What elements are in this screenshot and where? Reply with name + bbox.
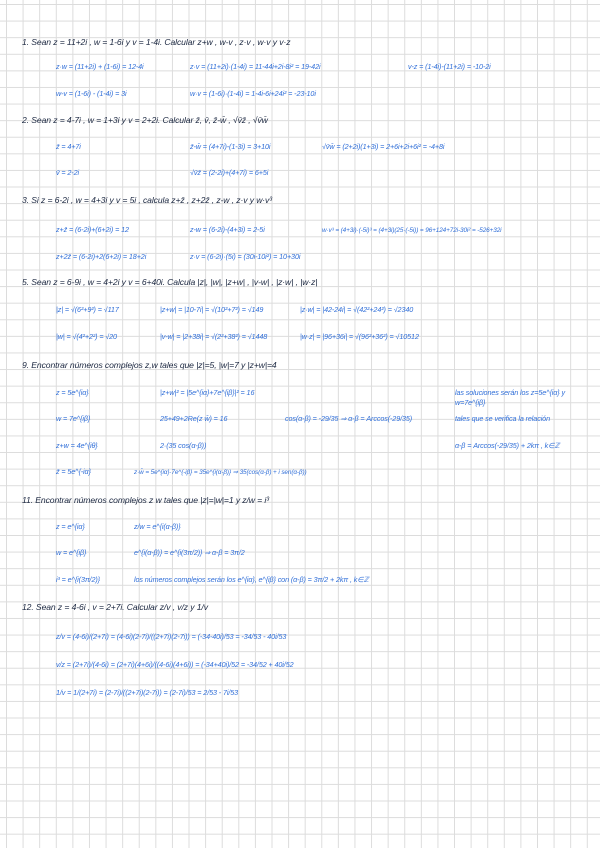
ex5-mod-z-plus-w: |z+w| = |10-7i| = √(10²+7²) = √149	[160, 305, 264, 314]
ex1-product-wv: w·v = (1-6i)·(1-4i) = 1-4i-6i+24i² = -23-10i	[190, 89, 316, 98]
ex9-w-polar: w = 7e^{iβ}	[56, 414, 91, 423]
exercise-3-heading: 3. Si z = 6-2i , w = 4+3i y v = 5i , calcula z+z̄ , z+2z̄ , z-w , z·v y w·v³	[22, 195, 273, 205]
ex3-z-plus-zbar: z+z̄ = (6-2i)+(6+2i) = 12	[56, 225, 129, 234]
ex9-relation-note: tales que se verifica la relación	[455, 414, 550, 423]
ex12-z-over-v: z/v = (4-6i)/(2+7i) = (4-6i)(2-7i)/((2+7i)(2-7i)) = (-34-40i)/53 = -34/53 - 40i/53	[56, 632, 287, 641]
ex9-expansion: 25+49+2Re(z w̄) = 16	[160, 414, 228, 423]
ex12-v-over-z: v/z = (2+7i)/(4-6i) = (2+7i)(4+6i)/((4-6i)(4+6i)) = (-34+40i)/52 = -34/52 + 40i/52	[56, 660, 294, 669]
exercise-12-heading: 12. Sean z = 4-6i , v = 2+7i. Calcular z/v , v/z y 1/v	[22, 602, 208, 612]
exercise-2-heading: 2. Sean z = 4-7i , w = 1+3i y v = 2+2i. Calcular z̄, v̄, z̄-w̄ , √v̄z̄ , √v̄w̄	[22, 115, 268, 125]
ex3-z-minus-w: z-w = (6-2i)-(4+3i) = 2-5i	[190, 225, 265, 234]
ex2-vbar: v̄ = 2-2i	[56, 168, 79, 177]
ex3-z-plus-2zbar: z+2z̄ = (6-2i)+2(6+2i) = 18+2i	[56, 252, 147, 261]
ex11-quotient: z/w = e^{i(α-β)}	[134, 522, 181, 531]
ex12-one-over-v: 1/v = 1/(2+7i) = (2-7i)/((2+7i)(2-7i)) = (2-7i)/53 = 2/53 - 7i/53	[56, 688, 239, 697]
ex9-zbar-polar: z̄ = 5e^{-iα}	[56, 467, 91, 476]
ex2-sqrt-vz: √v̄z̄ = (2-2i)+(4+7i) = 6+5i	[190, 168, 269, 177]
ex2-zbar-minus-wbar: z̄-w̄ = (4+7i)-(1-3i) = 3+10i	[190, 142, 271, 151]
ex9-real-part: 2·(35 cos(α-β))	[160, 441, 207, 450]
ex9-modulus-squared: |z+w|² = |5e^{iα}+7e^{iβ}|² = 16	[160, 388, 255, 397]
exercise-1-heading: 1. Sean z = 11+2i , w = 1-6i y v = 1-4i. Calcular z+w , w-v , z·v , w·v y v·z	[22, 37, 291, 47]
exercise-9-heading: 9. Encontrar números complejos z,w tales que |z|=5, |w|=7 y |z+w|=4	[22, 360, 277, 370]
ex5-mod-w-times-z: |w·z| = |96+36i| = √(96²+36²) = √10512	[300, 332, 419, 341]
ex1-sum: z·w = (11+2i) + (1-6i) = 12-4i	[56, 62, 144, 71]
ex5-mod-z: |z| = √(6²+9²) = √117	[56, 305, 119, 314]
ex2-vw-product: √v̄w̄ = (2+2i)(1+3i) = 2+6i+2i+6i² = -4+8i	[322, 142, 445, 151]
ex11-solution: los números complejos serán los e^{iα}, e^{iβ} con (α-β) = 3π/2 + 2kπ , k∈ℤ	[134, 575, 369, 584]
ex1-product-zv: z·v = (11+2i)·(1-4i) = 11-44i+2i-8i² = 19-42i	[190, 62, 321, 71]
ex11-i-cubed: i³ = e^{i(3π/2)}	[56, 575, 100, 584]
ex9-general-solution: α-β = Arccos(-29/35) + 2kπ , k∈ℤ	[455, 441, 560, 450]
ex3-w-v-cubed: w·v³ = (4+3i)·(-5i)³ = (4+3i)(25·(-5i)) = 96+124+72i-30i² = -526+32i	[322, 227, 502, 234]
ex9-sum-polar: z+w = 4e^{iθ}	[56, 441, 98, 450]
ex11-equality: e^{i(α-β)} = e^{i(3π/2)} ⇒ α-β = 3π/2	[134, 548, 245, 557]
ex9-conclusion: las soluciones serán los z=5e^{iα} y w=7e^{iβ}	[455, 388, 565, 407]
ex9-z-polar: z = 5e^{iα}	[56, 388, 89, 397]
exercise-11-heading: 11. Encontrar números complejos z w tales que |z|=|w|=1 y z/w = i³	[22, 495, 269, 505]
ex5-mod-v-minus-w: |v-w| = |2+38i| = √(2²+38²) = √1448	[160, 332, 268, 341]
ex2-zbar: z̄ = 4+7i	[56, 142, 81, 151]
ex3-z-times-v: z·v = (6-2i)·(5i) = (30i-10i²) = 10+30i	[190, 252, 301, 261]
ex5-mod-w: |w| = √(4²+2²) = √20	[56, 332, 117, 341]
ex1-diff-wv: w-v = (1-6i) - (1-4i) = 3i	[56, 89, 127, 98]
ex9-cos-relation: cos(α-β) = -29/35 ⇒ α-β = Arccos(-29/35)	[285, 414, 413, 423]
exercise-5-heading: 5. Sean z = 6-9i , w = 4+2i y v = 6+40i. Calcula |z|, |w|, |z+w| , |v-w| , |z·w| , |w·z|	[22, 277, 318, 287]
ex11-z-polar: z = e^{iα}	[56, 522, 85, 531]
ex1-diff-vz: v-z = (1-4i)-(11+2i) = -10-2i	[408, 62, 491, 71]
ex5-mod-z-times-w: |z·w| = |42-24i| = √(42²+24²) = √2340	[300, 305, 414, 314]
ex11-w-polar: w = e^{iβ}	[56, 548, 87, 557]
ex9-product: z·w̄ = 5e^{iα}·7e^{-iβ} = 35e^{i(α-β)} ⇒ 35(cos(α-β) + i sen(α-β))	[134, 469, 307, 476]
